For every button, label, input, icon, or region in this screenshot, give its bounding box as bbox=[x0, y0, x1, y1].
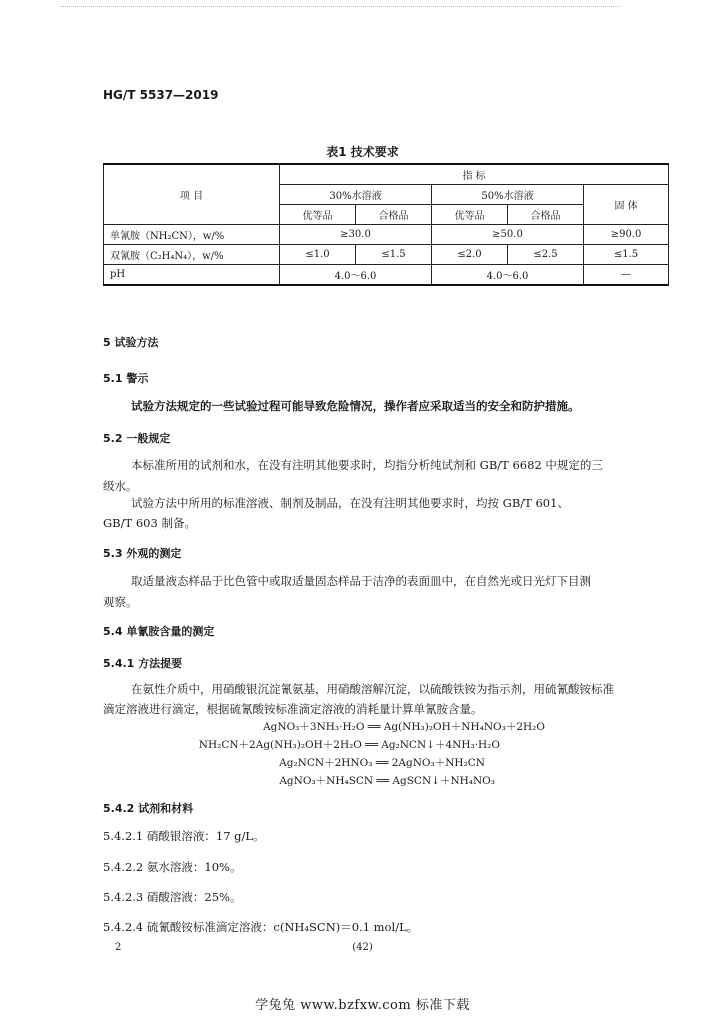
cell-solid: — bbox=[584, 265, 669, 286]
reagent-item: 5.4.2.2 氨水溶液：10%。 bbox=[103, 860, 242, 874]
scan-dotted-line bbox=[60, 6, 620, 8]
cell-30pct: ≥30.0 bbox=[280, 225, 432, 245]
section-heading-5-2: 5.2 一般规定 bbox=[103, 432, 171, 445]
paragraph-line: 试验方法中所用的标准溶液、制剂及制品，在没有注明其他要求时，均按 GB/T 601、 bbox=[131, 496, 569, 510]
cell-50pct-grade-b: ≤2.5 bbox=[508, 245, 584, 265]
section-heading-5-4: 5.4 单氰胺含量的测定 bbox=[103, 625, 215, 638]
header-50pct: 50%水溶液 bbox=[432, 185, 584, 205]
paragraph-line: 滴定溶液进行滴定，根据硫氰酸铵标准滴定溶液的消耗量计算单氰胺含量。 bbox=[103, 702, 483, 716]
reagent-item: 5.4.2.3 硝酸溶液：25%。 bbox=[103, 890, 242, 904]
document-code: HG/T 5537—2019 bbox=[103, 88, 219, 102]
paragraph-line: 观察。 bbox=[103, 595, 138, 609]
equation-4: AgNO₃＋NH₄SCN ══ AgSCN↓＋NH₄NO₃ bbox=[279, 775, 495, 787]
section-heading-5: 5 试验方法 bbox=[103, 336, 159, 349]
reagent-item: 5.4.2.1 硝酸银溶液：17 g/L。 bbox=[103, 829, 265, 843]
paragraph-line: 级水。 bbox=[103, 479, 138, 493]
technical-requirements-table bbox=[103, 163, 669, 286]
equation-2: NH₂CN＋2Ag(NH₃)₂OH＋2H₂O ══ Ag₂NCN↓＋4NH₃·H₂O bbox=[198, 739, 500, 751]
header-index: 指 标 bbox=[280, 164, 669, 185]
paragraph-line: 本标准所用的试剂和水，在没有注明其他要求时，均指分析纯试剂和 GB/T 6682 中规定的三 bbox=[131, 458, 603, 472]
section-heading-5-1: 5.1 警示 bbox=[103, 372, 149, 385]
paragraph-line: 在氨性介质中，用硝酸银沉淀氰氨基，用硝酸溶解沉淀，以硫酸铁铵为指示剂，用硫氰酸铵标准 bbox=[131, 682, 614, 696]
cell-50pct: ≥50.0 bbox=[432, 225, 584, 245]
header-grade-a: 优等品 bbox=[280, 205, 356, 225]
header-grade-a: 优等品 bbox=[432, 205, 508, 225]
header-solid: 固 体 bbox=[584, 185, 669, 225]
equation-1: AgNO₃＋3NH₃·H₂O ══ Ag(NH₃)₂OH＋NH₄NO₃＋2H₂O bbox=[263, 721, 545, 733]
row-label: 双氰胺（C₂H₄N₄），w/% bbox=[104, 245, 280, 265]
table-caption: 表1 技术要求 bbox=[326, 145, 399, 159]
table-row bbox=[104, 245, 669, 265]
equation-3: Ag₂NCN＋2HNO₃ ══ 2AgNO₃＋NH₂CN bbox=[279, 757, 485, 769]
cell-solid: ≥90.0 bbox=[584, 225, 669, 245]
cell-30pct-grade-a: ≤1.0 bbox=[280, 245, 356, 265]
table-header-row bbox=[104, 164, 669, 185]
cell-solid: ≤1.5 bbox=[584, 245, 669, 265]
section-heading-5-4-1: 5.4.1 方法提要 bbox=[103, 657, 183, 670]
paragraph-line: GB/T 603 制备。 bbox=[103, 516, 196, 530]
cell-50pct: 4.0～6.0 bbox=[432, 265, 584, 286]
cell-30pct: 4.0～6.0 bbox=[280, 265, 432, 286]
reagent-item: 5.4.2.4 硫氰酸铵标准滴定溶液：c(NH₄SCN)＝0.1 mol/L。 bbox=[103, 920, 419, 934]
cell-50pct-grade-a: ≤2.0 bbox=[432, 245, 508, 265]
page-number: 2 bbox=[115, 942, 122, 953]
cell-30pct-grade-b: ≤1.5 bbox=[356, 245, 432, 265]
header-30pct: 30%水溶液 bbox=[280, 185, 432, 205]
table-row bbox=[104, 225, 669, 245]
section-heading-5-3: 5.3 外观的测定 bbox=[103, 547, 182, 560]
site-watermark-link[interactable]: 学兔兔 www.bzfxw.com 标准下载 bbox=[255, 998, 470, 1013]
table-row bbox=[104, 265, 669, 286]
row-label: 单氰胺（NH₂CN），w/% bbox=[104, 225, 280, 245]
section-heading-5-4-2: 5.4.2 试剂和材料 bbox=[103, 802, 194, 815]
header-item: 项 目 bbox=[104, 164, 280, 225]
row-label: pH bbox=[104, 265, 280, 286]
warning-text: 试验方法规定的一些试验过程可能导致危险情况，操作者应采取适当的安全和防护措施。 bbox=[131, 399, 580, 413]
header-grade-b: 合格品 bbox=[508, 205, 584, 225]
header-grade-b: 合格品 bbox=[356, 205, 432, 225]
paragraph-line: 取适量液态样品于比色管中或取适量固态样品于洁净的表面皿中，在自然光或日光灯下目测 bbox=[131, 574, 591, 588]
page-mark: (42) bbox=[352, 942, 373, 953]
